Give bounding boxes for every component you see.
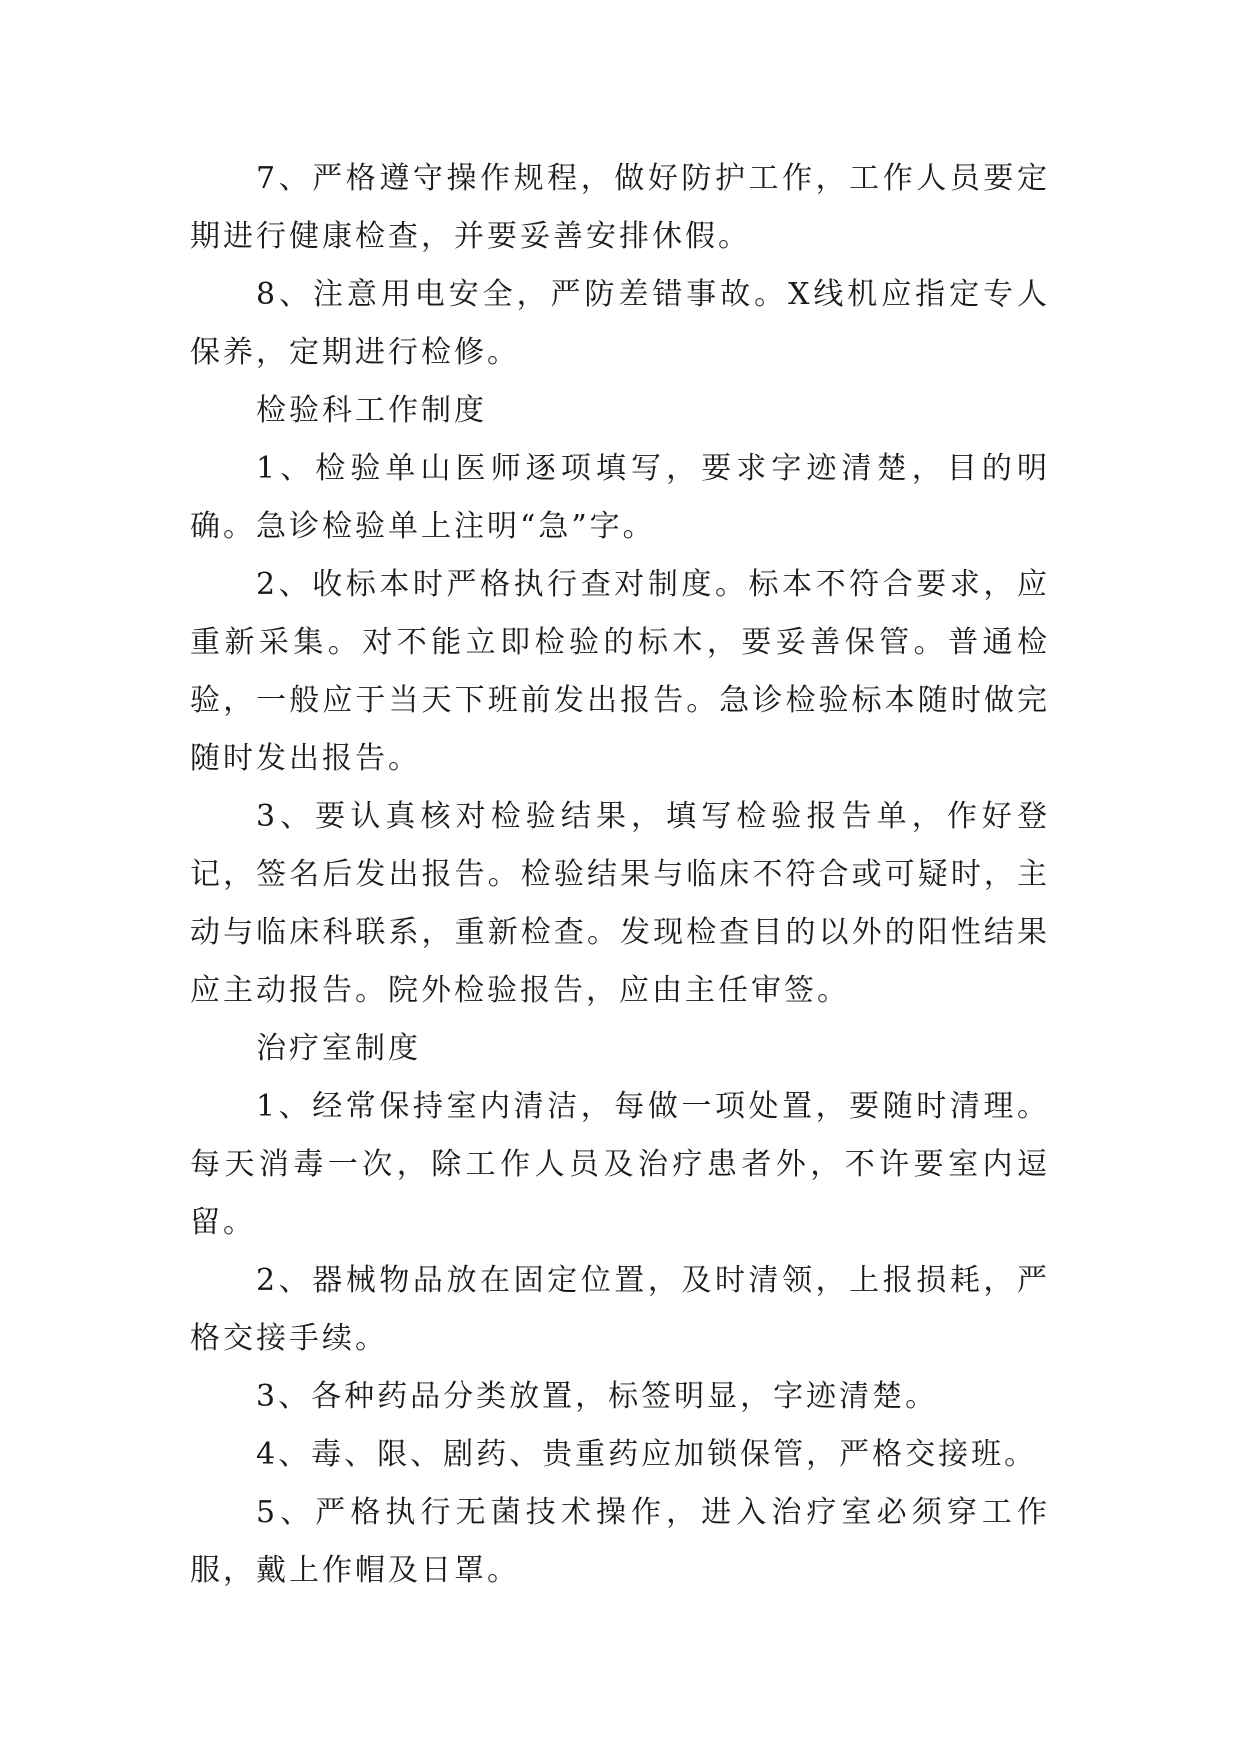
paragraph-rule-7: 7、严格遵守操作规程，做好防护工作，工作人员要定期进行健康检查，并要妥善安排休假。 [190, 161, 1050, 254]
paragraph-lab-rule-2: 2、收标本时严格执行查对制度。标本不符合要求，应重新采集。对不能立即检验的标木，要妥善保管。普通检验，一般应于当天下班前发出报告。急诊检验标本随时做完随时发出报告。 [190, 567, 1050, 776]
paragraph-lab-rule-3: 3、要认真核对检验结果，填写检验报告单，作好登记，签名后发出报告。检验结果与临床不符合或可疑时，主动与临床科联系，重新检查。发现检查目的以外的阳性结果应主动报告。院外检验报告，应由主任审签。 [190, 799, 1050, 1008]
section-heading-lab: 检验科工作制度 [256, 393, 487, 428]
paragraph-treatment-rule-5: 5、严格执行无菌技术操作，进入治疗室必须穿工作服，戴上作帽及日罩。 [190, 1495, 1050, 1588]
paragraph-treatment-rule-4: 4、毒、限、剧药、贵重药应加锁保管，严格交接班。 [256, 1437, 1038, 1472]
paragraph-treatment-rule-1: 1、经常保持室内清洁，每做一项处置，要随时清理。每天消毒一次，除工作人员及治疗患者外，不许要室内逗留。 [190, 1089, 1050, 1240]
paragraph-lab-rule-1: 1、检验单山医师逐项填写，要求字迹清楚，目的明确。急诊检验单上注明“急”字。 [190, 451, 1050, 544]
paragraph-treatment-rule-2: 2、器械物品放在固定位置，及时清领，上报损耗，严格交接手续。 [190, 1263, 1050, 1356]
document-body [190, 150, 1050, 1600]
paragraph-treatment-rule-3: 3、各种药品分类放置，标签明显，字迹清楚。 [256, 1379, 939, 1414]
paragraph-rule-8: 8、注意用电安全，严防差错事故。X线机应指定专人保养，定期进行检修。 [190, 277, 1050, 370]
section-heading-treatment-room: 治疗室制度 [256, 1031, 421, 1066]
